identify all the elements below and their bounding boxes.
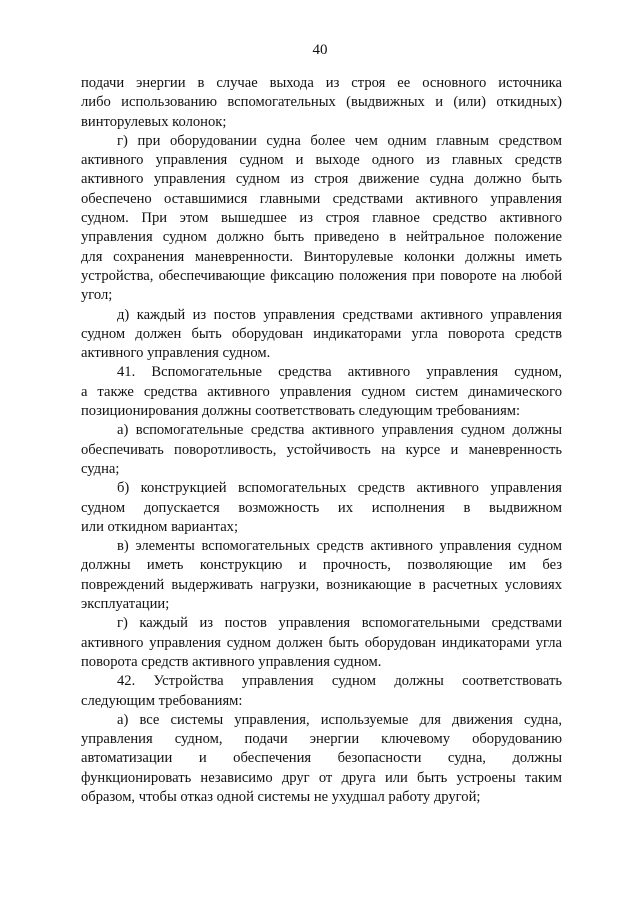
text-line: г) при оборудовании судна более чем одним главным средством (117, 132, 562, 149)
text-line: поворота средств активного управления судном. (81, 653, 382, 670)
text-line: судном. При этом вышедшее из строя главное средство активного (81, 210, 562, 227)
text-line: автоматизации и обеспечения безопасности судна, должны (81, 750, 562, 767)
text-line: либо использованию вспомогательных (выдвижных и (или) откидных) (81, 94, 562, 111)
text-line: активного управления судном и выходе одного из главных средств (81, 152, 562, 169)
text-line: должны иметь конструкцию и прочность, позволяющие им без (81, 557, 562, 574)
text-line: б) конструкцией вспомогательных средств активного управления (117, 480, 562, 497)
text-line: г) каждый из постов управления вспомогательными средствами (117, 615, 562, 632)
text-line: следующим требованиям: (81, 692, 243, 709)
text-line: винторулевых колонок; (81, 113, 227, 130)
text-line: д) каждый из постов управления средствами активного управления (117, 306, 562, 323)
text-line: угол; (81, 287, 113, 304)
text-line: или откидном вариантах; (81, 518, 239, 535)
text-line: устройства, обеспечивающие фиксацию положения при повороте на любой (81, 267, 562, 284)
text-line: подачи энергии в случае выхода из строя ее основного источника (81, 75, 562, 91)
text-line: повреждений выдерживать нагрузки, возникающие в расчетных условиях (81, 576, 562, 593)
text-line: активного управления судном должен быть оборудован индикаторами угла (81, 634, 562, 651)
text-line: а также средства активного управления судном систем динамического (81, 383, 562, 400)
text-line: а) все системы управления, используемые для движения судна, (117, 711, 562, 728)
text-line: управления судном, подачи энергии ключевому оборудованию (81, 731, 562, 748)
text-line: функционировать независимо друг от друга или быть устроены таким (81, 769, 562, 786)
text-line: для сохранения маневренности. Винторулевые колонки должны иметь (81, 248, 562, 265)
text-line: эксплуатации; (81, 596, 170, 613)
text-line: в) элементы вспомогательных средств активного управления судном (117, 538, 562, 555)
text-line: активного управления судном. (81, 345, 271, 362)
text-line: образом, чтобы отказ одной системы не ухудшал работу другой; (81, 788, 481, 805)
page-number: 40 (312, 42, 328, 58)
text-line: судном должен быть оборудован индикаторами угла поворота средств (81, 325, 562, 342)
text-line: активного управления судном из строя движение судна должно быть (81, 171, 562, 188)
text-line: позиционирования должны соответствовать следующим требованиям: (81, 403, 521, 420)
text-line: а) вспомогательные средства активного управления судном должны (117, 422, 562, 439)
text-line: судном допускается возможность их исполнения в выдвижном (81, 499, 562, 516)
text-line: управления судном должно быть приведено в нейтральное положение (81, 229, 562, 246)
text-line: судна; (81, 460, 120, 477)
text-line: 42. Устройства управления судном должны соответствовать (117, 673, 562, 690)
text-line: 41. Вспомогательные средства активного управления судном, (117, 364, 562, 381)
text-line: обеспечивать поворотливость, устойчивость на курсе и маневренность (81, 441, 562, 458)
text-line: обеспечено оставшимися главными средствами активного управления (81, 190, 562, 207)
body-text (81, 74, 562, 807)
